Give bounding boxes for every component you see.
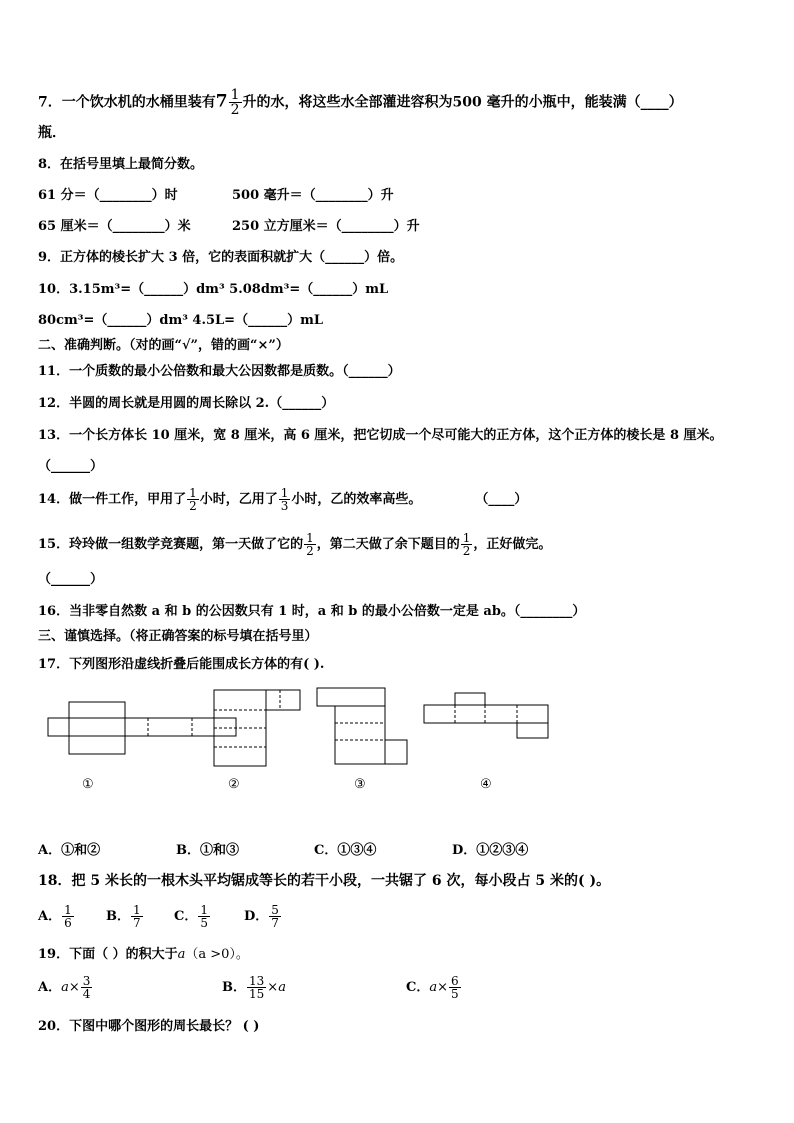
q18-option-c: C． $\frac{1}{5}$	[174, 903, 208, 930]
q8-item-d: 250 立方厘米＝（________）升	[232, 219, 420, 234]
question-12: 12．半圆的周长就是用圆的周长除以 2.（______）	[38, 396, 335, 411]
net-label-4: ④	[480, 777, 492, 792]
cuboid-nets-figure	[40, 684, 560, 770]
q18-option-b: B． $\frac{1}{7}$	[106, 903, 141, 930]
fraction: $\frac{1}{2}$	[306, 531, 314, 558]
net-label-3: ③	[354, 777, 366, 792]
question-13-blank: （______）	[38, 459, 104, 474]
question-7: 7．一个饮水机的水桶里装有7 $\frac{1}{2}$ 升的水，将这些水全部灌进容积为500 毫升的小瓶中，能装满（____）	[38, 87, 683, 118]
question-15: 15．玲玲做一组数学竞赛题，第一天做了它的 $\frac{1}{2}$ ，第二天做了余下题目的 $\frac{1}{2}$ ，正好做完。	[38, 531, 552, 558]
fraction: $\frac{1}{3}$	[280, 486, 289, 513]
net-1	[48, 702, 236, 754]
net-2	[214, 690, 300, 766]
q17-option-a: A．①和②	[38, 843, 101, 858]
q8-item-b: 500 毫升＝（________）升	[232, 188, 394, 203]
question-11: 11．一个质数的最小公倍数和最大公因数都是质数。（______）	[38, 364, 401, 379]
question-13: 13．一个长方体长 10 厘米，宽 8 厘米，高 6 厘米，把它切成一个尽可能大的正方体，这个正方体的棱长是 8 厘米。	[38, 428, 723, 443]
net-4	[424, 693, 548, 738]
question-10-b: 80cm³=（______）dm³ 4.5L=（______）mL	[38, 313, 323, 328]
fraction: $\frac{1}{2}$	[189, 486, 197, 513]
q19-option-a: A．a× $\frac{3}{4}$	[38, 974, 91, 1001]
question-7-line2: 瓶．	[38, 125, 66, 141]
q17-option-b: B．①和③	[176, 843, 239, 858]
q19-option-b: B． $\frac{13}{15}$ ×a	[222, 974, 286, 1001]
question-16: 16．当非零自然数 a 和 b 的公因数只有 1 时，a 和 b 的最小公倍数一定是 ab。（________）	[38, 604, 586, 619]
question-17: 17．下列图形沿虚线折叠后能围成长方体的有( ).	[38, 657, 325, 672]
net-label-1: ①	[82, 777, 94, 792]
question-10-a: 10．3.15m³=（______）dm³ 5.08dm³=（______）mL	[38, 282, 389, 297]
q8-item-a: 61 分＝（________）时	[38, 188, 178, 203]
question-8: 8．在括号里填上最简分数。	[38, 157, 204, 172]
q19-option-c: C．a× $\frac{6}{5}$	[406, 974, 459, 1001]
question-20: 20．下图中哪个图形的周长最长？ ( )	[38, 1019, 260, 1034]
net-3	[317, 688, 407, 764]
question-9: 9．正方体的棱长扩大 3 倍，它的表面积就扩大（______）倍。	[38, 250, 404, 265]
net-label-2: ②	[228, 777, 240, 792]
fraction: $\frac{1}{2}$	[462, 531, 471, 558]
question-15-blank: （______）	[38, 572, 104, 587]
q17-option-c: C．①③④	[314, 843, 377, 858]
q17-option-d: D．①②③④	[452, 843, 529, 858]
question-18: 18．把 5 米长的一根木头平均锯成等长的若干小段，一共锯了 6 次，每小段占 5 米的( )。	[38, 873, 611, 889]
q8-item-c: 65 厘米＝（________）米	[38, 219, 191, 234]
section-3-heading: 三、谨慎选择。（将正确答案的标号填在括号里）	[38, 629, 318, 644]
question-19: 19．下面（ ）的积大于a（a >0）。	[38, 947, 249, 962]
fraction: $\frac{1}{2}$	[230, 87, 240, 118]
q18-option-a: A． $\frac{1}{6}$	[38, 903, 72, 930]
q18-option-d: D． $\frac{5}{7}$	[244, 903, 279, 930]
section-2-heading: 二、准确判断。（对的画“√”，错的画“×”）	[38, 338, 289, 353]
question-14: 14．做一件工作，甲用了 $\frac{1}{2}$ 小时，乙用了 $\frac{1}{3}$ 小时，乙的效率高些。 （____）	[38, 486, 528, 513]
